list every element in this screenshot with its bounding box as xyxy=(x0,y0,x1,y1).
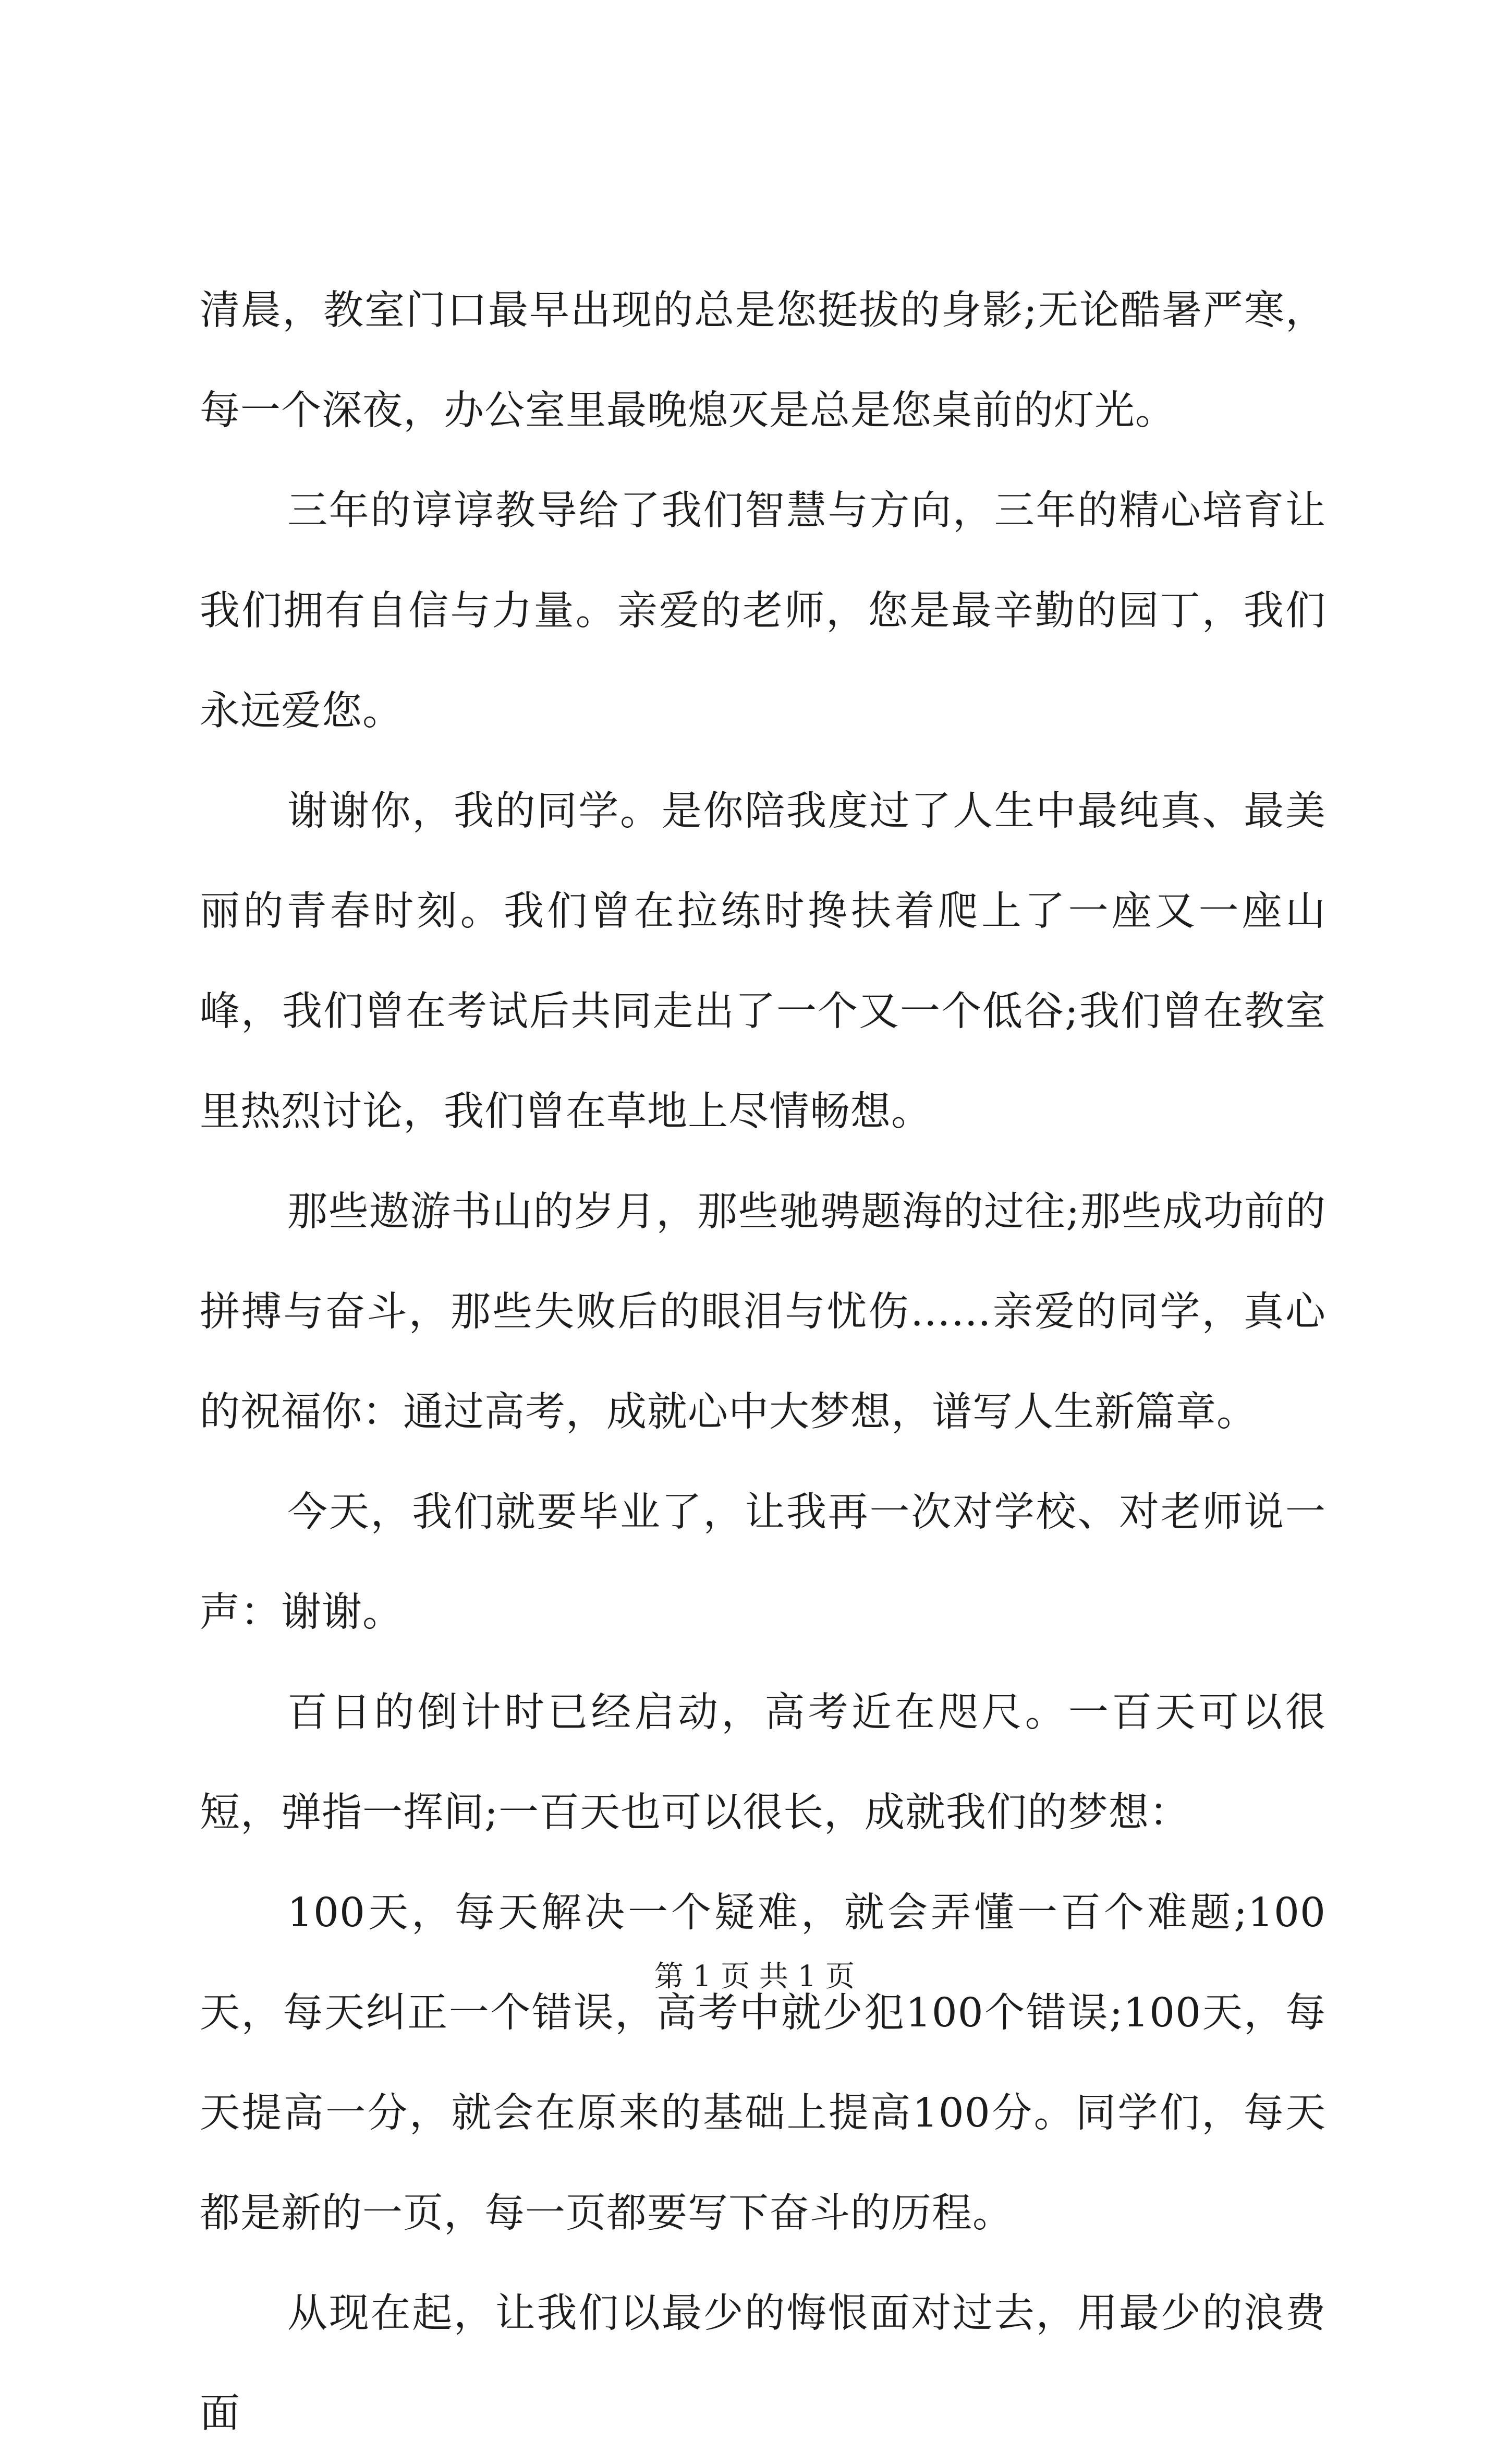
paragraph-4: 那些遨游书山的岁月，那些驰骋题海的过往;那些成功前的拼搏与奋斗，那些失败后的眼泪与忧伤……亲爱的同学，真心的祝福你：通过高考，成就心中大梦想，谱写人生新篇章。 xyxy=(200,1189,1326,1435)
page-footer xyxy=(0,1959,1509,1995)
page-number-label: 第 1 页 共 1 页 xyxy=(654,1960,855,1994)
document-body xyxy=(200,261,1326,2464)
paragraph-5: 今天，我们就要毕业了，让我再一次对学校、对老师说一声：谢谢。 xyxy=(200,1489,1326,1636)
paragraph-7: 100天，每天解决一个疑难，就会弄懂一百个难题;100天，每天纠正一个错误，高考中就少犯100个错误;100天，每天提高一分，就会在原来的基础上提高100分。同学们，每天都是新的一页，每一页都要写下奋斗的历程。 xyxy=(200,1890,1326,2237)
paragraph-2: 三年的谆谆教导给了我们智慧与方向，三年的精心培育让我们拥有自信与力量。亲爱的老师，您是最辛勤的园丁，我们永远爱您。 xyxy=(200,488,1326,734)
paragraph-1: 清晨，教室门口最早出现的总是您挺拔的身影;无论酷暑严寒，每一个深夜，办公室里最晚熄灭是总是您桌前的灯光。 xyxy=(200,287,1326,434)
paragraph-6: 百日的倒计时已经启动，高考近在咫尺。一百天可以很短，弹指一挥间;一百天也可以很长，成就我们的梦想： xyxy=(200,1689,1326,1836)
paragraph-3: 谢谢你，我的同学。是你陪我度过了人生中最纯真、最美丽的青春时刻。我们曾在拉练时搀扶着爬上了一座又一座山峰，我们曾在考试后共同走出了一个又一个低谷;我们曾在教室里热烈讨论，我们曾在草地上尽情畅想。 xyxy=(200,788,1326,1135)
paragraph-8: 从现在起，让我们以最少的悔恨面对过去，用最少的浪费面 xyxy=(200,2290,1326,2437)
